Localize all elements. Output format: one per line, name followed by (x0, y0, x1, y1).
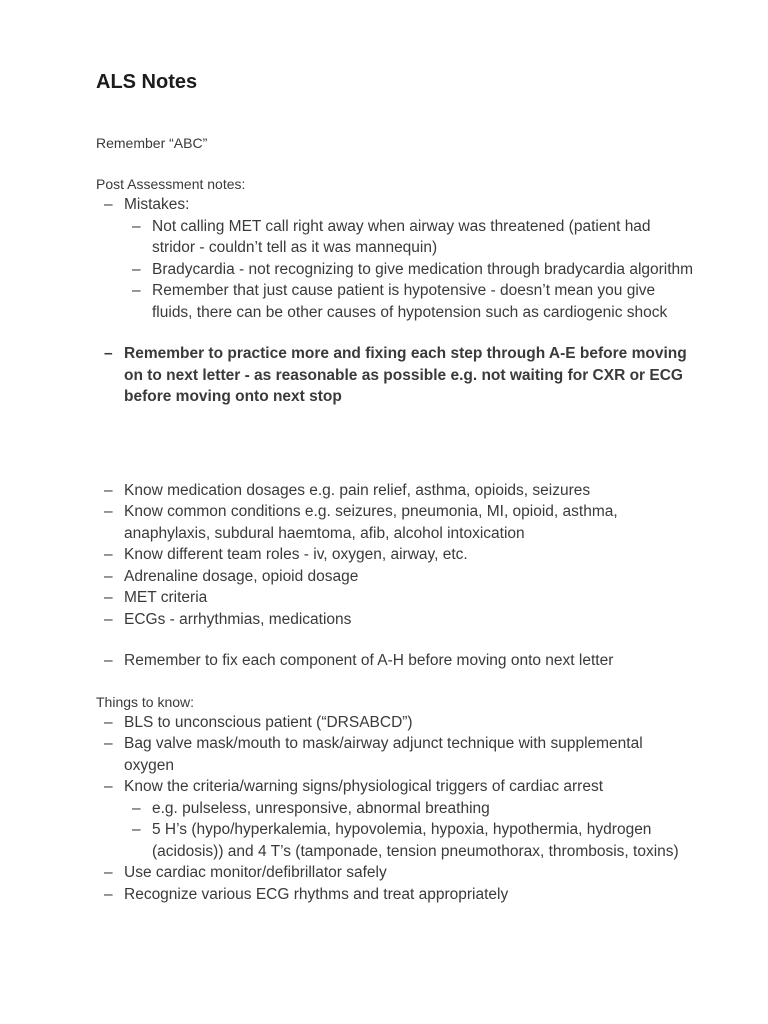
know-item: – MET criteria (96, 587, 696, 609)
know-item: – Know different team roles - iv, oxygen, airway, etc. (96, 544, 696, 566)
know-list (96, 480, 696, 631)
criteria-sub-item: – e.g. pulseless, unresponsive, abnormal breathing (124, 798, 696, 820)
fix-note-item: – Remember to fix each component of A-H before moving onto next letter (96, 650, 696, 672)
note-title: ALS Notes (96, 71, 198, 93)
mistake-item: – Remember that just cause patient is hypotensive - doesn’t mean you give fluids, there can be other causes of hypotension such as cardiogenic shock (124, 280, 696, 323)
note-body (96, 66, 696, 905)
know-item: – Adrenaline dosage, opioid dosage (96, 566, 696, 588)
post-assessment-heading: Post Assessment notes: (96, 176, 246, 192)
post-assessment-list (96, 194, 696, 323)
know-item: – Know common conditions e.g. seizures, pneumonia, MI, opioid, asthma, anaphylaxis, subdural haemtoma, afib, alcohol intoxication (96, 501, 696, 544)
bold-note-list (96, 343, 696, 408)
things-item (96, 776, 696, 862)
things-to-know-list (96, 712, 696, 906)
remember-abc-line: Remember “ABC” (96, 135, 208, 151)
things-to-know-heading: Things to know: (96, 693, 195, 710)
mistakes-list (124, 216, 696, 324)
things-item: – Use cardiac monitor/defibrillator safely (96, 862, 696, 884)
practice-note-item: – Remember to practice more and fixing each step through A-E before moving on to next letter - as reasonable as possible e.g. not waiting for CXR or ECG before moving onto next stop (96, 343, 696, 408)
mistakes-label: Mistakes: (124, 196, 190, 213)
mistake-item: – Bradycardia - not recognizing to give medication through bradycardia algorithm (124, 259, 696, 281)
criteria-sub-item: – 5 H’s (hypo/hyperkalemia, hypovolemia, hypoxia, hypothermia, hydrogen (acidosis)) and 4 T’s (tamponade, tension pneumothorax, thrombosis, toxins) (124, 819, 696, 862)
criteria-sublist (124, 798, 696, 863)
mistake-item: – Not calling MET call right away when airway was threatened (patient had stridor - couldn’t tell as it was mannequin) (124, 216, 696, 259)
things-item: – Recognize various ECG rhythms and treat appropriately (96, 884, 696, 906)
things-item: – Bag valve mask/mouth to mask/airway adjunct technique with supplemental oxygen (96, 733, 696, 776)
know-item: – ECGs - arrhythmias, medications (96, 609, 696, 631)
fix-note-list (96, 650, 696, 672)
criteria-text: Know the criteria/warning signs/physiological triggers of cardiac arrest (124, 778, 603, 795)
things-item: – BLS to unconscious patient (“DRSABCD”) (96, 712, 696, 734)
know-item: – Know medication dosages e.g. pain relief, asthma, opioids, seizures (96, 480, 696, 502)
mistakes-item (96, 194, 696, 323)
